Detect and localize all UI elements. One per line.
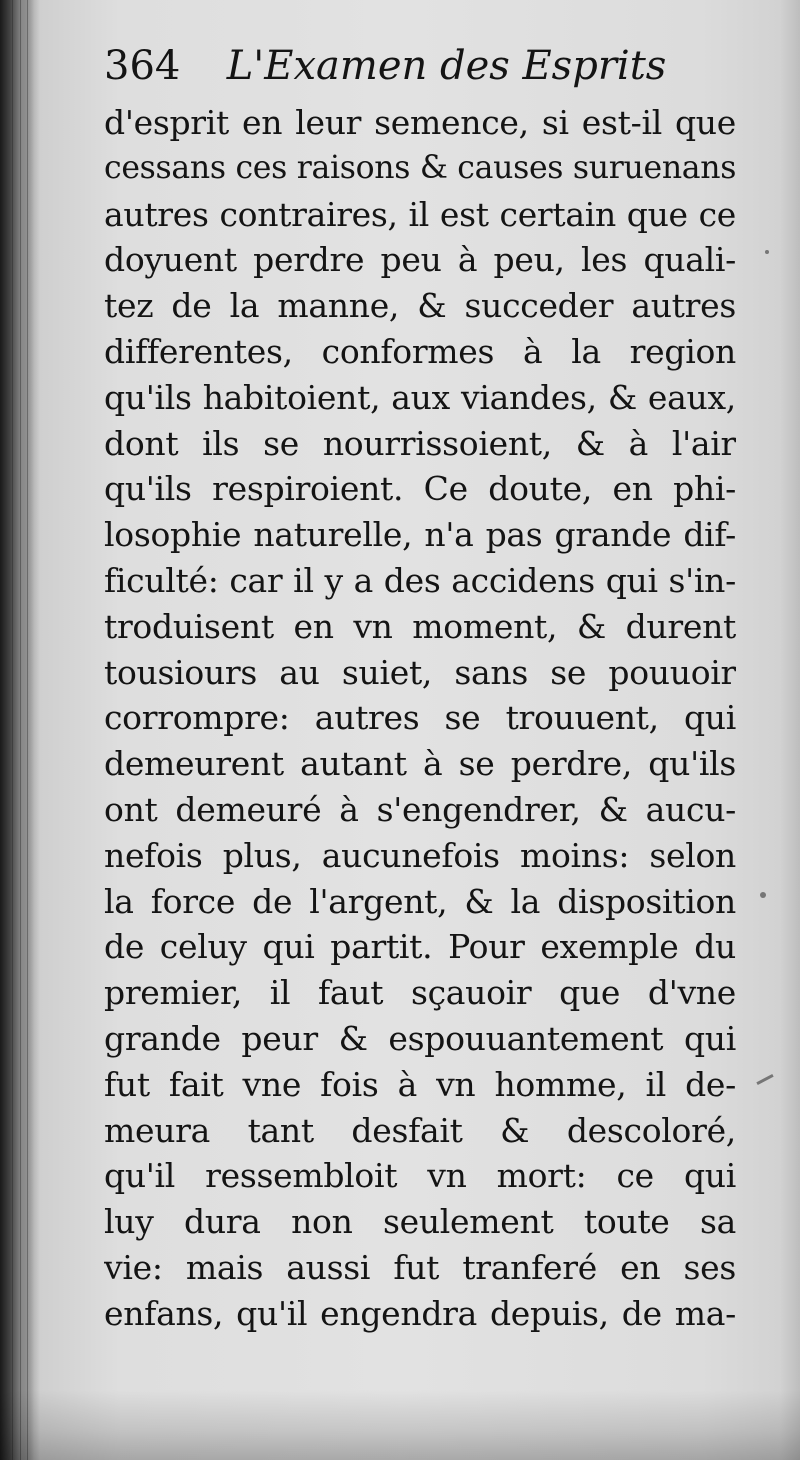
text-line: de celuy qui partit. Pour exemple du xyxy=(104,927,736,967)
text-line: autres contraires, il est certain que ce xyxy=(104,194,736,234)
text-line: vie: mais aussi fut tranferé en ses xyxy=(104,1247,736,1287)
page-shadow xyxy=(0,1390,800,1460)
text-line: meura tant desfait & descoloré, xyxy=(104,1110,736,1150)
text-line: la force de l'argent, & la disposition xyxy=(104,881,736,921)
text-line: qu'ils respiroient. Ce doute, en phi- xyxy=(104,469,736,509)
running-title: L'Examen des Esprits xyxy=(226,43,667,89)
text-line: enfans, qu'il engendra depuis, de ma- xyxy=(104,1293,736,1333)
text-line: fut fait vne fois à vn homme, il de- xyxy=(104,1064,736,1104)
gutter-line xyxy=(27,0,28,1460)
text-line: premier, il faut sçauoir que d'vne xyxy=(104,973,736,1013)
text-line: doyuent perdre peu à peu, les quali- xyxy=(104,240,736,280)
text-line: differentes, conformes à la region xyxy=(104,331,736,371)
text-line: losophie naturelle, n'a pas grande dif- xyxy=(104,515,736,555)
body-text xyxy=(104,100,736,1337)
text-line: ficulté: car il y a des accidens qui s'in- xyxy=(104,560,736,600)
gutter-line xyxy=(12,0,13,1460)
running-head xyxy=(104,38,744,94)
binding-gutter xyxy=(0,0,34,1460)
text-line: troduisent en vn moment, & durent xyxy=(104,606,736,646)
text-line: qu'ils habitoient, aux viandes, & eaux, xyxy=(104,377,736,417)
text-line: qu'il ressembloit vn mort: ce qui xyxy=(104,1156,736,1196)
text-line: luy dura non seulement toute sa xyxy=(104,1202,736,1242)
text-line: tousiours au suiet, sans se pouuoir xyxy=(104,652,736,692)
text-line: nefois plus, aucunefois moins: selon xyxy=(104,835,736,875)
gutter-line xyxy=(20,0,21,1460)
text-line: corrompre: autres se trouuent, qui xyxy=(104,698,736,738)
ink-speck xyxy=(760,892,766,898)
text-line: d'esprit en leur semence, si est-il que xyxy=(104,103,736,142)
ink-speck xyxy=(765,250,769,254)
text-line: ont demeuré à s'engendrer, & aucu- xyxy=(104,789,736,829)
page-number: 364 xyxy=(104,43,181,89)
text-line: tez de la manne, & succeder autres xyxy=(104,286,736,326)
text-line: dont ils se nourrissoient, & à l'air xyxy=(104,423,736,463)
ink-speck xyxy=(756,1074,773,1085)
text-line: grande peur & espouuantement qui xyxy=(104,1018,736,1058)
text-line: demeurent autant à se perdre, qu'ils xyxy=(104,744,736,784)
text-line: cessans ces raisons & causes suruenans xyxy=(104,149,736,186)
